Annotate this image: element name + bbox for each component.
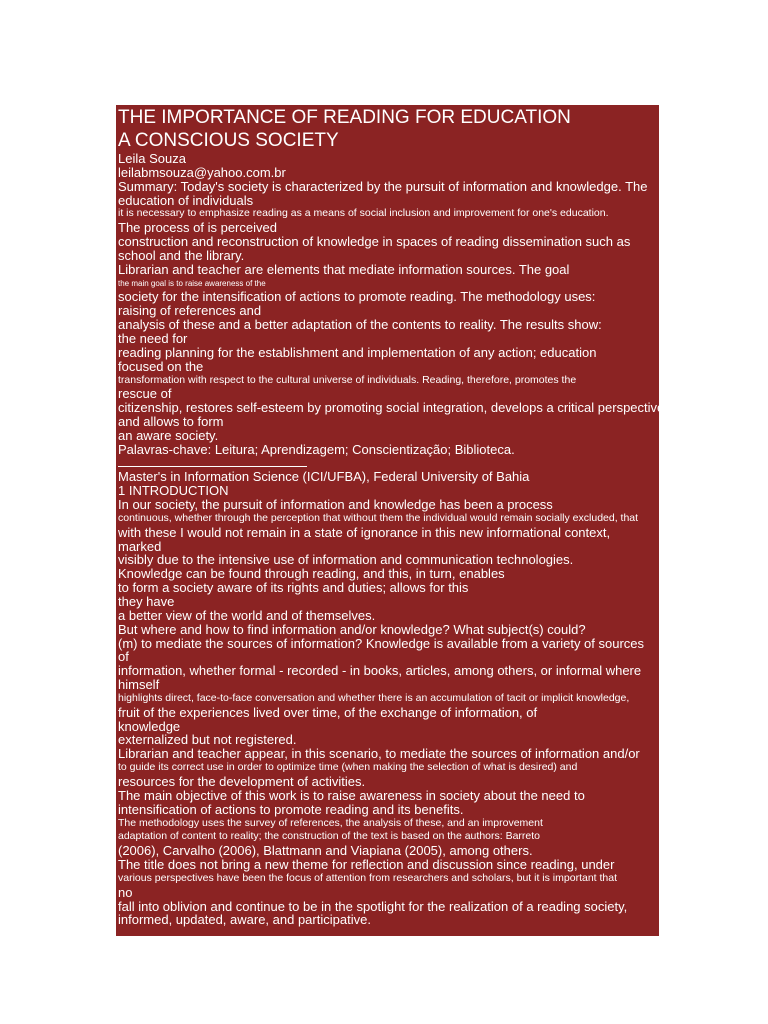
text-line: Librarian and teacher are elements that mediate information sources. The goal: [118, 261, 570, 277]
text-line: an aware society.: [118, 427, 219, 443]
text-line: with these I would not remain in a state of ignorance in this new informational context,: [118, 524, 611, 540]
text-line: The process of is perceived: [118, 220, 277, 236]
text-line: (m) to mediate the sources of information? Knowledge is available from a variety of sources: [118, 635, 645, 651]
text-line: (2006), Carvalho (2006), Blattmann and Viapiana (2005), among others.: [118, 843, 533, 859]
text-line: Palavras-chave: Leitura; Aprendizagem; Conscientização; Biblioteca.: [118, 441, 515, 457]
text-line: Summary: Today's society is characterized by the pursuit of information and knowledge. The: [118, 178, 648, 194]
text-line: The main objective of this work is to raise awareness in society about the need to: [118, 787, 585, 803]
text-line: a better view of the world and of themselves.: [118, 607, 376, 623]
text-line: The methodology uses the survey of references, the analysis of these, and an improvement: [118, 816, 543, 829]
text-line: 1 INTRODUCTION: [118, 483, 229, 499]
text-line: Knowledge can be found through reading, and this, in turn, enables: [118, 566, 505, 582]
text-line: visibly due to the intensive use of information and communication technologies.: [118, 552, 574, 568]
text-line: fruit of the experiences lived over time, of the exchange of information, of: [118, 704, 538, 720]
text-line: and allows to form: [118, 414, 224, 430]
text-line: of: [118, 649, 129, 665]
text-line: rescue of: [118, 386, 172, 402]
text-line: fall into oblivion and continue to be in the spotlight for the realization of a reading society,: [118, 898, 628, 914]
text-line: But where and how to find information and/or knowledge? What subject(s) could?: [118, 621, 586, 637]
text-line: they have: [118, 594, 175, 609]
text-line: adaptation of content to reality; the construction of the text is based on the authors: Barreto: [118, 830, 541, 843]
document-content: [118, 107, 665, 928]
text-line: information, whether formal - recorded - in books, articles, among others, or informal where: [118, 663, 642, 679]
text-line: to guide its correct use in order to optimize time (when making the selection of what is desired) and: [118, 761, 578, 774]
text-line: focused on the: [118, 358, 204, 374]
author-email: leilabmsouza@yahoo.com.br: [118, 164, 286, 180]
text-line: raising of references and: [118, 303, 262, 319]
text-line: various perspectives have been the focus of attention from researchers and scholars, but it is important that: [118, 871, 618, 884]
author-name: Leila Souza: [118, 151, 186, 166]
text-line: marked: [118, 538, 162, 554]
document-body: [118, 178, 665, 928]
text-line: education of individuals: [118, 192, 254, 208]
text-line: construction and reconstruction of knowledge in spaces of reading dissemination such as: [118, 234, 631, 250]
text-line: externalized but not registered.: [118, 732, 297, 748]
text-line: intensification of actions to promote reading and its benefits.: [118, 801, 464, 817]
text-line: resources for the development of activities.: [118, 773, 366, 789]
document-title-line-2: A CONSCIOUS SOCIETY: [118, 129, 339, 151]
text-line: the main goal is to raise awareness of the: [118, 278, 266, 288]
text-line: school and the library.: [118, 247, 245, 263]
text-line: citizenship, restores self-esteem by promoting social integration, develops a critical perspective: [118, 400, 665, 416]
text-line: transformation with respect to the cultural universe of individuals. Reading, therefore, promotes the: [118, 373, 577, 386]
text-line: Master's in Information Science (ICI/UFBA), Federal University of Bahia: [118, 469, 530, 485]
text-line: himself: [118, 677, 160, 693]
text-line: to form a society aware of its rights and duties; allows for this: [118, 580, 469, 596]
text-line: reading planning for the establishment and implementation of any action; education: [118, 344, 597, 360]
text-line: no: [118, 884, 133, 900]
text-line: it is necessary to emphasize reading as a means of social inclusion and improvement for one's education.: [118, 207, 609, 220]
text-line: society for the intensification of actions to promote reading. The methodology uses:: [118, 289, 596, 305]
text-line: analysis of these and a better adaptation of the contents to reality. The results show:: [118, 317, 602, 333]
text-line: Librarian and teacher appear, in this scenario, to mediate the sources of information and/or: [118, 746, 640, 762]
text-line: informed, updated, aware, and participative.: [118, 912, 371, 928]
footnote-separator: [118, 457, 658, 471]
text-line: the need for: [118, 330, 188, 346]
document-title-line-1: THE IMPORTANCE OF READING FOR EDUCATION: [118, 107, 571, 128]
text-line: In our society, the pursuit of information and knowledge has been a process: [118, 497, 553, 513]
text-line: knowledge: [118, 718, 181, 734]
text-line: highlights direct, face-to-face conversation and whether there is an accumulation of tacit or implicit knowledge,: [118, 691, 630, 704]
text-line: The title does not bring a new theme for reflection and discussion since reading, under: [118, 857, 615, 873]
text-line: continuous, whether through the perception that without them the individual would remain socially excluded, that: [118, 511, 639, 524]
